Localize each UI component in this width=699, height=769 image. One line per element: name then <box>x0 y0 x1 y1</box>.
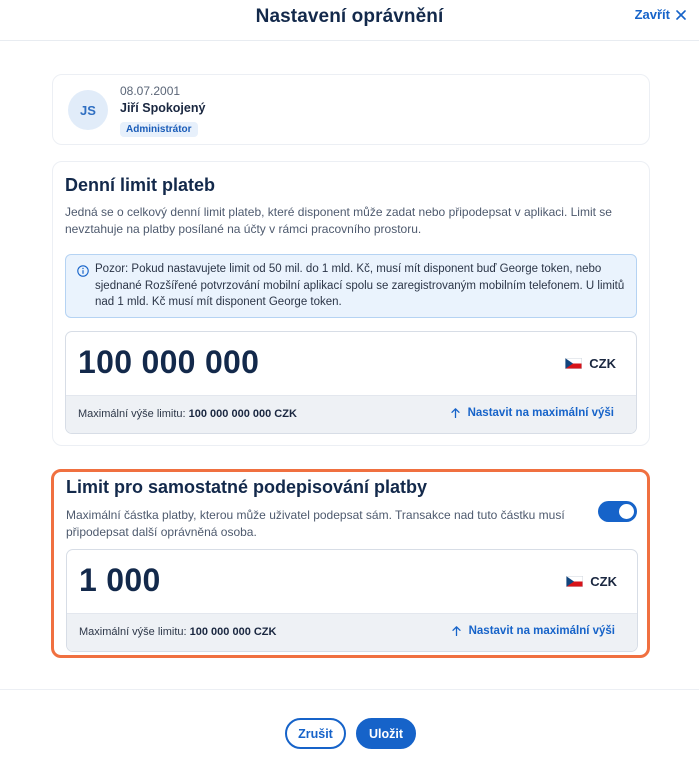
currency-code: CZK <box>589 356 616 371</box>
max-limit-label: Maximální výše limitu: <box>79 626 187 638</box>
save-button[interactable]: Uložit <box>356 718 416 749</box>
signing-limit-section <box>51 469 650 658</box>
user-name: Jiří Spokojený <box>120 101 206 115</box>
daily-amount-value[interactable]: 100 000 000 <box>78 344 260 380</box>
currency-selector <box>565 356 616 371</box>
max-limit-text <box>79 626 276 638</box>
signing-amount-input[interactable] <box>66 549 638 652</box>
set-max-label: Nastavit na maximální výši <box>467 407 614 419</box>
footer-divider <box>0 689 699 690</box>
daily-limit-description: Jedná se o celkový denní limit plateb, které disponent může zadat nebo připodepsat v aplikaci. Limit se nevztahuje na platby posílané na účty v rámci pracovního prostoru. <box>65 205 612 236</box>
user-card <box>52 74 650 145</box>
role-badge: Administrátor <box>120 122 198 137</box>
cancel-button[interactable]: Zrušit <box>285 718 346 749</box>
set-max-button[interactable] <box>452 625 615 637</box>
arrow-up-icon <box>452 626 461 636</box>
dialog-title: Nastavení oprávnění <box>255 6 444 27</box>
czech-flag-icon <box>566 576 583 587</box>
signing-limit-description: Maximální částka platby, kterou může uživatel podepsat sám. Transakce nad tuto částku musí připodepsat další oprávněná osoba. <box>66 508 565 539</box>
currency-code: CZK <box>590 574 617 589</box>
info-text: Pozor: Pokud nastavujete limit od 50 mil. do 1 mld. Kč, musí mít disponent buď George token, nebo sjednané Rozšířené potvrzování mobilní aplikací spolu se zaregistrovaným mobilním telefonem. U limitů nad 1 mld. Kč musí mít disponent George token. <box>95 263 625 308</box>
currency-selector <box>566 574 617 589</box>
amount-footer <box>66 395 636 433</box>
daily-limit-section <box>52 161 650 446</box>
czech-flag-icon <box>565 358 582 369</box>
close-button[interactable] <box>635 7 686 22</box>
max-limit-value: 100 000 000 CZK <box>189 626 277 638</box>
arrow-up-icon <box>451 408 460 418</box>
info-icon <box>77 265 89 277</box>
dialog-header <box>0 0 699 41</box>
signing-limit-toggle[interactable] <box>598 501 637 522</box>
amount-footer <box>67 613 637 651</box>
max-limit-text <box>78 408 297 420</box>
info-box <box>65 254 637 318</box>
daily-amount-input[interactable] <box>65 331 637 434</box>
close-label: Zavřít <box>634 7 670 22</box>
set-max-label: Nastavit na maximální výši <box>468 625 615 637</box>
signing-amount-value[interactable]: 1 000 <box>79 562 161 598</box>
max-limit-value: 100 000 000 000 CZK <box>188 408 297 420</box>
max-limit-label: Maximální výše limitu: <box>78 408 186 420</box>
set-max-button[interactable] <box>451 407 614 419</box>
signing-limit-title: Limit pro samostatné podepisování platby <box>66 477 428 497</box>
close-icon <box>676 10 686 20</box>
avatar: JS <box>68 90 108 130</box>
user-birth-date: 08.07.2001 <box>120 84 181 98</box>
toggle-knob <box>619 504 634 519</box>
daily-limit-title: Denní limit plateb <box>65 175 216 195</box>
